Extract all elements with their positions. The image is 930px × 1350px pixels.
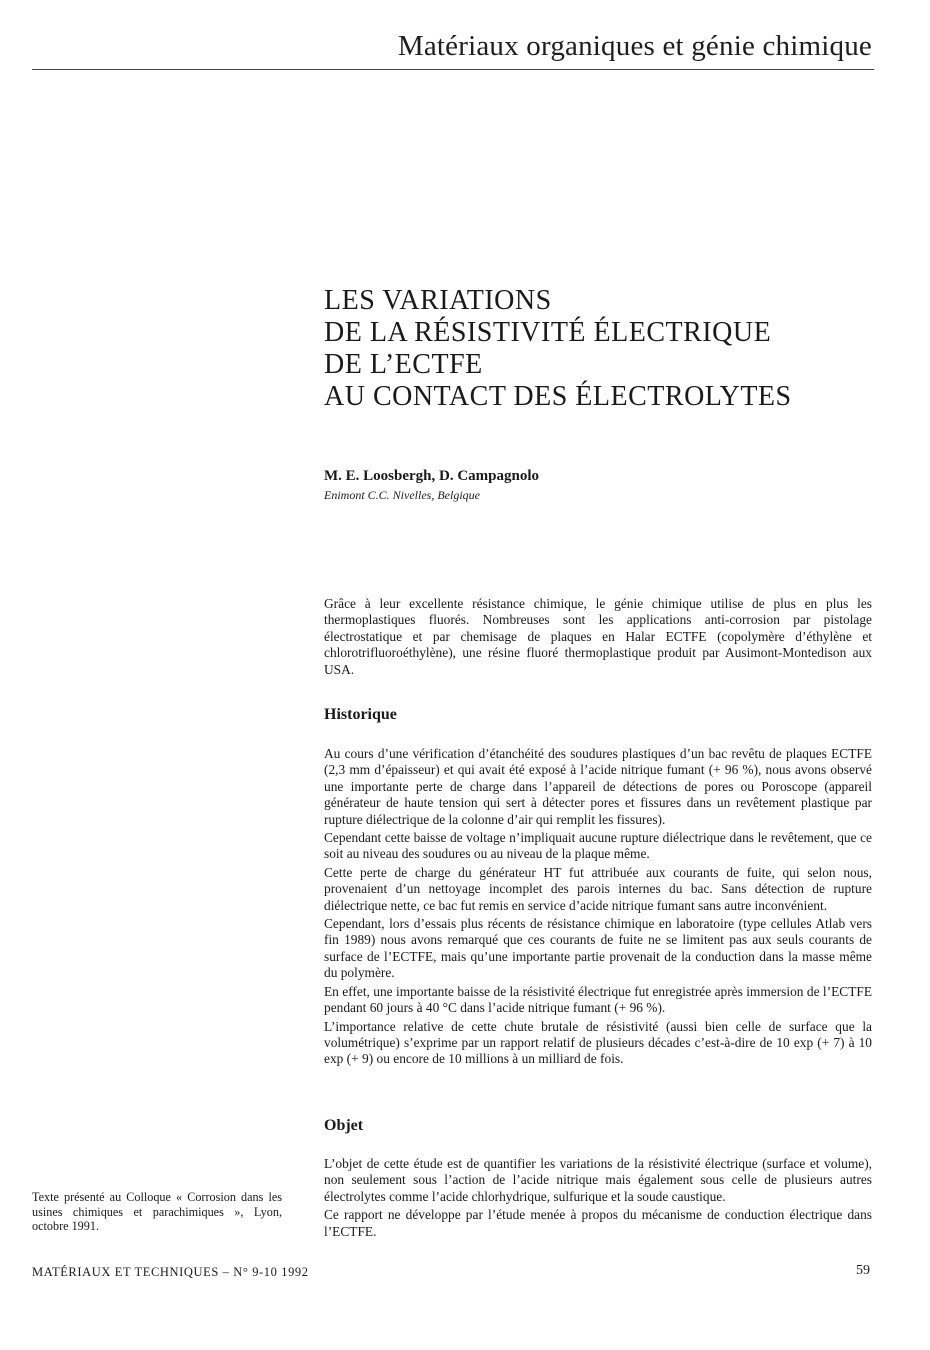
paragraph: Ce rapport ne développe par l’étude menée à propos du mécanisme de conduction électrique dans l’ECTFE. — [324, 1207, 872, 1239]
section-body-historique — [324, 746, 872, 1070]
paragraph: Cependant cette baisse de voltage n’impliquait aucune rupture diélectrique dans le revêtement, que ce soit au niveau des soudures ou au niveau de la plaque même. — [324, 830, 872, 862]
paragraph: Cependant, lors d’essais plus récents de résistance chimique en laboratoire (type cellules Atlab vers fin 1989) nous avons remarqué que ces courants de fuite ne se limitent pas aux seuls courants de surface de l’ECTFE, mais qu’une importante partie provenait de la conduction dans la masse même du polymère. — [324, 916, 872, 981]
abstract-paragraph: Grâce à leur excellente résistance chimique, le génie chimique utilise de plus en plus les thermoplastiques fluorés. Nombreuses sont les applications anti-corrosion par pistolage électrostatique et par chemisage de plaques en Halar ECTFE (copolymère d’éthylène et chlorotrifluoroéthylène), une résine fluoré thermoplastique produit par Ausimont-Montedison aux USA. — [324, 596, 872, 677]
affiliation: Enimont C.C. Nivelles, Belgique — [324, 488, 480, 502]
sidenote: Texte présenté au Colloque « Corrosion dans les usines chimiques et parachimiques », Lyon, octobre 1991. — [32, 1190, 282, 1233]
footer-journal: MATÉRIAUX ET TECHNIQUES – N° 9-10 1992 — [32, 1265, 309, 1279]
paragraph: Cette perte de charge du générateur HT fut attribuée aux courants de fuite, qui selon nous, provenaient d’un nettoyage incomplet des parois internes du bac. Sans détection de rupture diélectrique nette, ce bac fut remis en service d’acide nitrique fumant sans autre inconvénient. — [324, 864, 872, 913]
running-header: Matériaux organiques et génie chimique — [397, 30, 872, 62]
paragraph: L’importance relative de cette chute brutale de résistivité (aussi bien celle de surface que la volumétrique) s’exprime par un rapport relatif de plusieurs décades c’est-à-dire de 10 exp (+ 7) à 10 exp (+ 9) ou encore de 10 millions à un milliard de fois. — [324, 1018, 872, 1067]
paragraph: En effet, une importante baisse de la résistivité électrique fut enregistrée après immersion de l’ECTFE pendant 60 jours à 40 °C dans l’acide nitrique fumant (+ 96 %). — [324, 983, 872, 1016]
section-body-objet — [324, 1156, 872, 1242]
article-title — [324, 285, 792, 413]
paragraph: Au cours d’une vérification d’étanchéité des soudures plastiques d’un bac revêtu de plaques ECTFE (2,3 mm d’épaisseur) et qui avait été exposé à l’acide nitrique fumant (+ 96 %), nous avons observé une importante perte de charge dans l’appareil de détections de pores ou Poroscope (appareil générateur de haute tension qui sert à détecter pores et fissures dans un revêtement plastique par rupture diélectrique de la colonne d’air qui remplit les fissures). — [324, 746, 872, 827]
abstract — [324, 596, 872, 680]
title-line: DE L’ECTFE — [324, 349, 483, 380]
paragraph: L’objet de cette étude est de quantifier les variations de la résistivité électrique (surface et volume), non seulement sous l’action de l’acide nitrique mais également sous celle de plusieurs autres électrolytes comme l’acide chlorhydrique, sulfurique et la soude caustique. — [324, 1156, 872, 1204]
title-line: LES VARIATIONS — [324, 285, 552, 316]
section-heading-objet: Objet — [324, 1117, 364, 1134]
title-line: DE LA RÉSISTIVITÉ ÉLECTRIQUE — [324, 317, 772, 348]
page-number: 59 — [856, 1263, 870, 1278]
title-line: AU CONTACT DES ÉLECTROLYTES — [324, 381, 792, 412]
header-rule — [32, 69, 874, 70]
authors: M. E. Loosbergh, D. Campagnolo — [324, 468, 540, 484]
section-heading-historique: Historique — [324, 706, 397, 723]
